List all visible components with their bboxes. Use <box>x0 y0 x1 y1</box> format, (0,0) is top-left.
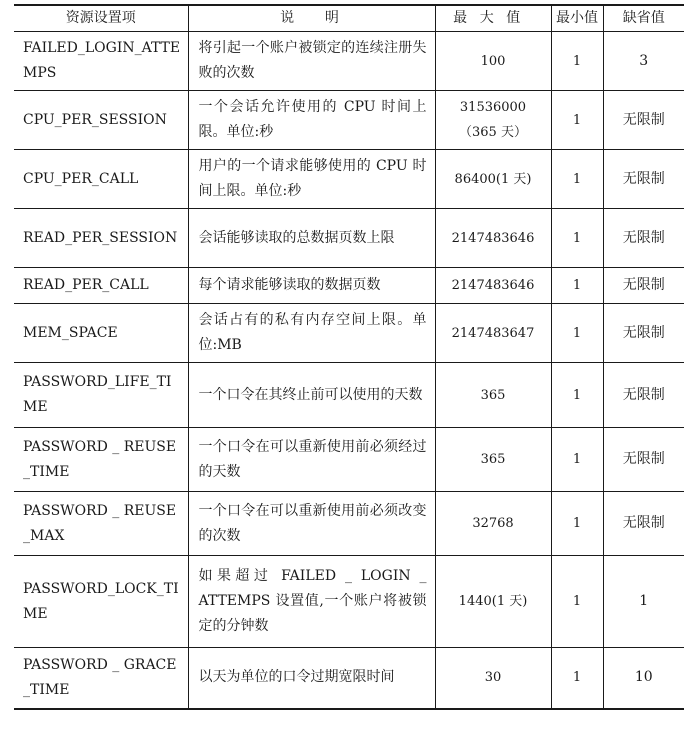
default-value: 无限制 <box>603 428 684 492</box>
min-value: 1 <box>551 91 603 150</box>
min-value: 1 <box>551 428 603 492</box>
setting-name: CPU_PER_SESSION <box>23 111 167 128</box>
max-value: 100 <box>435 32 551 91</box>
default-value: 无限制 <box>603 363 684 428</box>
setting-description: 会话占有的私有内存空间上限。单位:MB <box>188 304 435 363</box>
min-value: 1 <box>551 32 603 91</box>
default-value: 无限制 <box>603 304 684 363</box>
default-value: 无限制 <box>603 268 684 304</box>
setting-description: 一个会话允许使用的 CPU 时间上限。单位:秒 <box>188 91 435 150</box>
setting-name: PASSWORD _ GRACE _TIME <box>23 656 177 698</box>
min-value: 1 <box>551 556 603 648</box>
min-value: 1 <box>551 648 603 709</box>
max-value: 365 <box>435 428 551 492</box>
setting-name: READ_PER_SESSION <box>23 229 178 246</box>
setting-name: PASSWORD _ REUSE _TIME <box>23 438 177 480</box>
setting-name: PASSWORD_LIFE_TIME <box>23 374 172 415</box>
table-row <box>14 268 684 304</box>
default-value: 无限制 <box>603 209 684 268</box>
min-value: 1 <box>551 150 603 209</box>
header-default-value: 缺省值 <box>603 5 684 32</box>
table-row <box>14 91 684 150</box>
header-max-value: 最大值 <box>435 5 551 32</box>
table-row <box>14 648 684 709</box>
max-value: 1440(1 天) <box>435 556 551 648</box>
setting-description: 会话能够读取的总数据页数上限 <box>188 209 435 268</box>
max-value: 2147483646 <box>435 268 551 304</box>
header-setting: 资源设置项 <box>65 10 136 26</box>
table-row <box>14 363 684 428</box>
table-row <box>14 209 684 268</box>
setting-name: PASSWORD _ REUSE _MAX <box>23 502 177 544</box>
table-row <box>14 428 684 492</box>
default-value: 1 <box>603 556 684 648</box>
default-value: 无限制 <box>603 91 684 150</box>
table-row <box>14 492 684 556</box>
resource-settings-table <box>14 4 684 710</box>
default-value: 10 <box>603 648 684 709</box>
min-value: 1 <box>551 268 603 304</box>
max-value: 30 <box>435 648 551 709</box>
setting-description: 如果超过 FAILED _ LOGIN _ ATTEMPS 设置值,一个账户将被锁定的分钟数 <box>188 556 435 648</box>
max-value: 31536000（365 天） <box>435 91 551 150</box>
setting-description: 每个请求能够读取的数据页数 <box>188 268 435 304</box>
header-min-value: 最小值 <box>551 5 603 32</box>
max-value: 2147483647 <box>435 304 551 363</box>
setting-name: READ_PER_CALL <box>23 277 149 293</box>
setting-description: 一个口令在其终止前可以使用的天数 <box>188 363 435 428</box>
max-value: 2147483646 <box>435 209 551 268</box>
table-row <box>14 32 684 91</box>
setting-name: FAILED_LOGIN_ATTEMPS <box>23 40 181 81</box>
max-value: 365 <box>435 363 551 428</box>
setting-description: 一个口令在可以重新使用前必须改变的次数 <box>188 492 435 556</box>
default-value: 无限制 <box>603 492 684 556</box>
table-row <box>14 556 684 648</box>
max-value: 32768 <box>435 492 551 556</box>
default-value: 无限制 <box>603 150 684 209</box>
resource-settings-table-container <box>14 4 684 710</box>
table-row <box>14 304 684 363</box>
setting-description: 以天为单位的口令过期宽限时间 <box>188 648 435 709</box>
min-value: 1 <box>551 363 603 428</box>
setting-name: MEM_SPACE <box>23 324 118 341</box>
setting-name: CPU_PER_CALL <box>23 170 139 187</box>
default-value: 3 <box>603 32 684 91</box>
setting-description: 将引起一个账户被锁定的连续注册失败的次数 <box>188 32 435 91</box>
setting-description: 一个口令在可以重新使用前必须经过的天数 <box>188 428 435 492</box>
table-row <box>14 150 684 209</box>
min-value: 1 <box>551 209 603 268</box>
table-header-row <box>14 5 684 32</box>
setting-name: PASSWORD_LOCK_TIME <box>23 580 179 622</box>
max-value: 86400(1 天) <box>435 150 551 209</box>
setting-description: 用户的一个请求能够使用的 CPU 时间上限。单位:秒 <box>188 150 435 209</box>
header-description: 说明 <box>188 5 435 32</box>
min-value: 1 <box>551 304 603 363</box>
min-value: 1 <box>551 492 603 556</box>
